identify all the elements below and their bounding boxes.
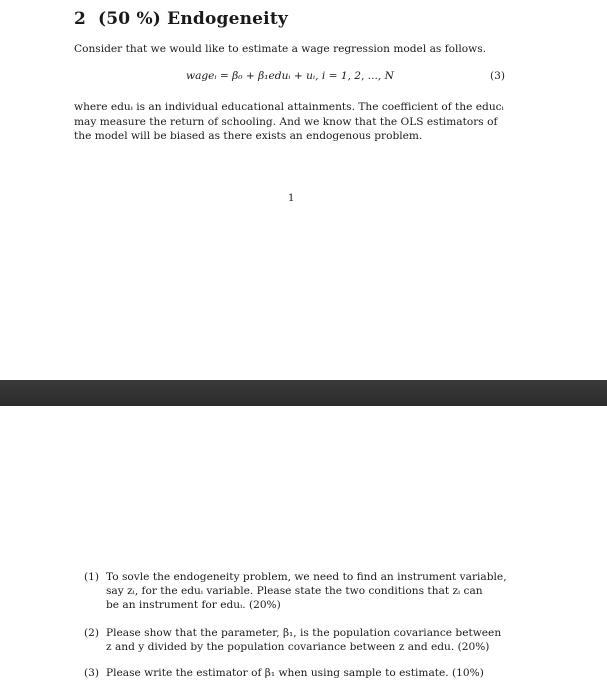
question-line: Please write the estimator of β₁ when using sample to estimate. (10%) <box>106 667 484 679</box>
question-number: (2) <box>84 627 100 639</box>
question-number: (3) <box>84 667 100 679</box>
body-line: may measure the return of schooling. And we know that the OLS estimators of <box>74 115 498 128</box>
question-line: Please show that the parameter, β₁, is the population covariance between <box>106 627 502 639</box>
section-heading <box>74 9 288 29</box>
equation-number: (3) <box>490 70 506 82</box>
intro-paragraph: Consider that we would like to estimate a wage regression model as follows. <box>74 43 487 55</box>
question-line: z and y divided by the population covariance between z and edu. (20%) <box>106 641 490 653</box>
page-number: 1 <box>288 193 295 204</box>
body-line: the model will be biased as there exists an endogenous problem. <box>74 130 423 142</box>
question-3 <box>84 666 524 680</box>
question-1 <box>84 570 524 612</box>
document-page-bottom <box>0 406 607 700</box>
equation: wageᵢ = β₀ + β₁eduᵢ + uᵢ, i = 1, 2, ..., N <box>186 70 394 82</box>
body-paragraph <box>74 100 524 144</box>
question-2 <box>84 626 524 654</box>
question-line: be an instrument for eduᵢ. (20%) <box>106 599 281 611</box>
question-number: (1) <box>84 571 100 583</box>
page-divider-band <box>0 380 607 406</box>
section-number: 2 <box>74 9 87 29</box>
question-line: say zᵢ, for the eduᵢ variable. Please state the two conditions that zᵢ can <box>106 585 483 597</box>
question-line: To sovle the endogeneity problem, we need to find an instrument variable, <box>106 571 507 583</box>
section-title: (50 %) Endogeneity <box>98 9 288 29</box>
body-line: where eduᵢ is an individual educational attainments. The coefficient of the educᵢ <box>74 101 504 113</box>
